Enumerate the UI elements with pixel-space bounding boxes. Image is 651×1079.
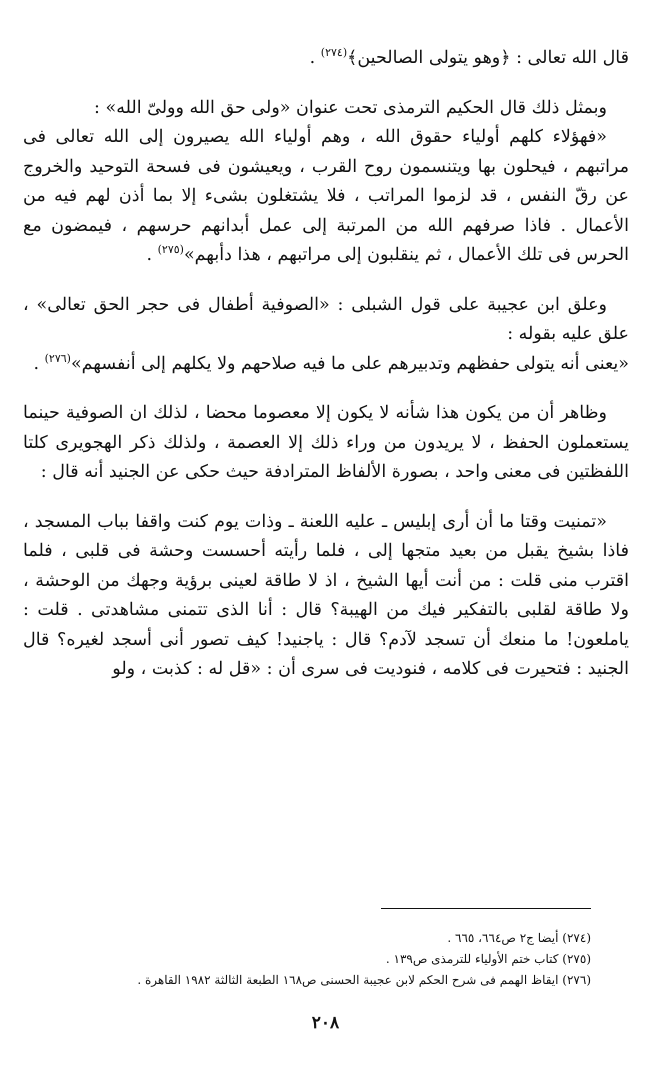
- paragraph-text: قال الله تعالى : ﴿وهو يتولى الصالحين﴾: [347, 48, 629, 68]
- footnote-ref: (٢٧٥): [157, 243, 184, 257]
- paragraph-tirmidhi-intro: وبمثل ذلك قال الحكيم الترمذى تحت عنوان «ولى حق الله وولىّ الله» :: [94, 97, 607, 118]
- page-number: ٢٠٨: [311, 1013, 340, 1033]
- footnote-276: (٢٧٦) ايقاظ الهمم فى شرح الحكم لابن عجيبة الحسنى ص١٦٨ الطبعة الثالثة ١٩٨٢ القاهرة .: [137, 973, 591, 987]
- paragraph-text: «يعنى أنه يتولى حفظهم وتدبيرهم على ما فيه صلاحهم ولا يكلهم إلى أنفسهم»: [70, 353, 629, 374]
- paragraph-text: «فهؤلاء كلهم أولياء حقوق الله ، وهم أولياء الله يصيرون إلى الله تعالى فى مراتبهم ، فيحلون بها ويتنسمون روح القرب ، ويعيشون فى فسحة التوحيد والخروج عن رقّ النفس ، قد لزموا المراتب ، فلا يشتغلون بشىء إلا بما أذن لهم فيه من الأعمال . فاذا صرفهم الله من المرتبة إلى عمل أبدانهم حرسهم ، فيمضون مع الحرس فى تلك الأعمال ، ثم ينقلبون إلى مراتبهم ، هذا دأبهم»: [23, 127, 629, 265]
- paragraph-end: .: [146, 245, 153, 265]
- quote-junayd: «تمنيت وقتا ما أن أرى إبليس ـ عليه اللعنة ـ وذات يوم كنت واقفا بباب المسجد ، فاذا بشيخ يقبل من بعيد متجها إلى ، فلما رأيته أحسست وحشة فى قلبى ، فلما اقترب منى قلت : من أنت أيها الشيخ ، اذ لا طاقة لعينى برؤية وجهك من الوحشة ، ولا طاقة لقلبى بالتفكير فيك من الهيبة؟ قال : أنا الذى تتمنى مشاهدتى . قلت : ياملعون! ما منعك أن تسجد لآدم؟ قال : ياجنيد! كيف تصور أنى أسجد لغيره؟ قال الجنيد : فتحيرت فى كلامه ، فنوديت فى سرى أن : «قل له : كذبت ، ولو: [23, 511, 629, 679]
- footnote-275: (٢٧٥) كتاب ختم الأولياء للترمذى ص١٣٩ .: [385, 952, 591, 966]
- footnote-ref: (٢٧٦): [44, 351, 71, 365]
- footnote-274: (٢٧٤) أيضا ج٢ ص٦٦٤، ٦٦٥ .: [447, 931, 591, 945]
- paragraph-ibn-ajiba: وعلق ابن عجيبة على قول الشبلى : «الصوفية أطفال فى حجر الحق تعالى» ، علق عليه بقوله :: [23, 294, 629, 344]
- paragraph-end: .: [33, 353, 40, 374]
- footnotes: [31, 928, 591, 991]
- quote-tirmidhi: [23, 123, 629, 271]
- footnote-ref: (٢٧٤): [320, 46, 348, 60]
- footnote-divider: [381, 908, 591, 909]
- paragraph-end: .: [309, 48, 316, 68]
- paragraph-quran-verse: [23, 44, 629, 74]
- paragraph-ismah: وظاهر أن من يكون هذا شأنه لا يكون إلا معصوما محضا ، لذلك ان الصوفية حينما يستعملون الحفظ ، لا يريدون من وراء ذلك إلا العصمة ، ولذلك ذكر الهجويرى كلتا اللفظتين فى معنى واحد ، بصورة الألفاظ المترادفة حيث حكى عن الجنيد أنه قال :: [23, 403, 629, 482]
- quote-ibn-ajiba: [23, 350, 629, 380]
- body-text: [23, 44, 629, 685]
